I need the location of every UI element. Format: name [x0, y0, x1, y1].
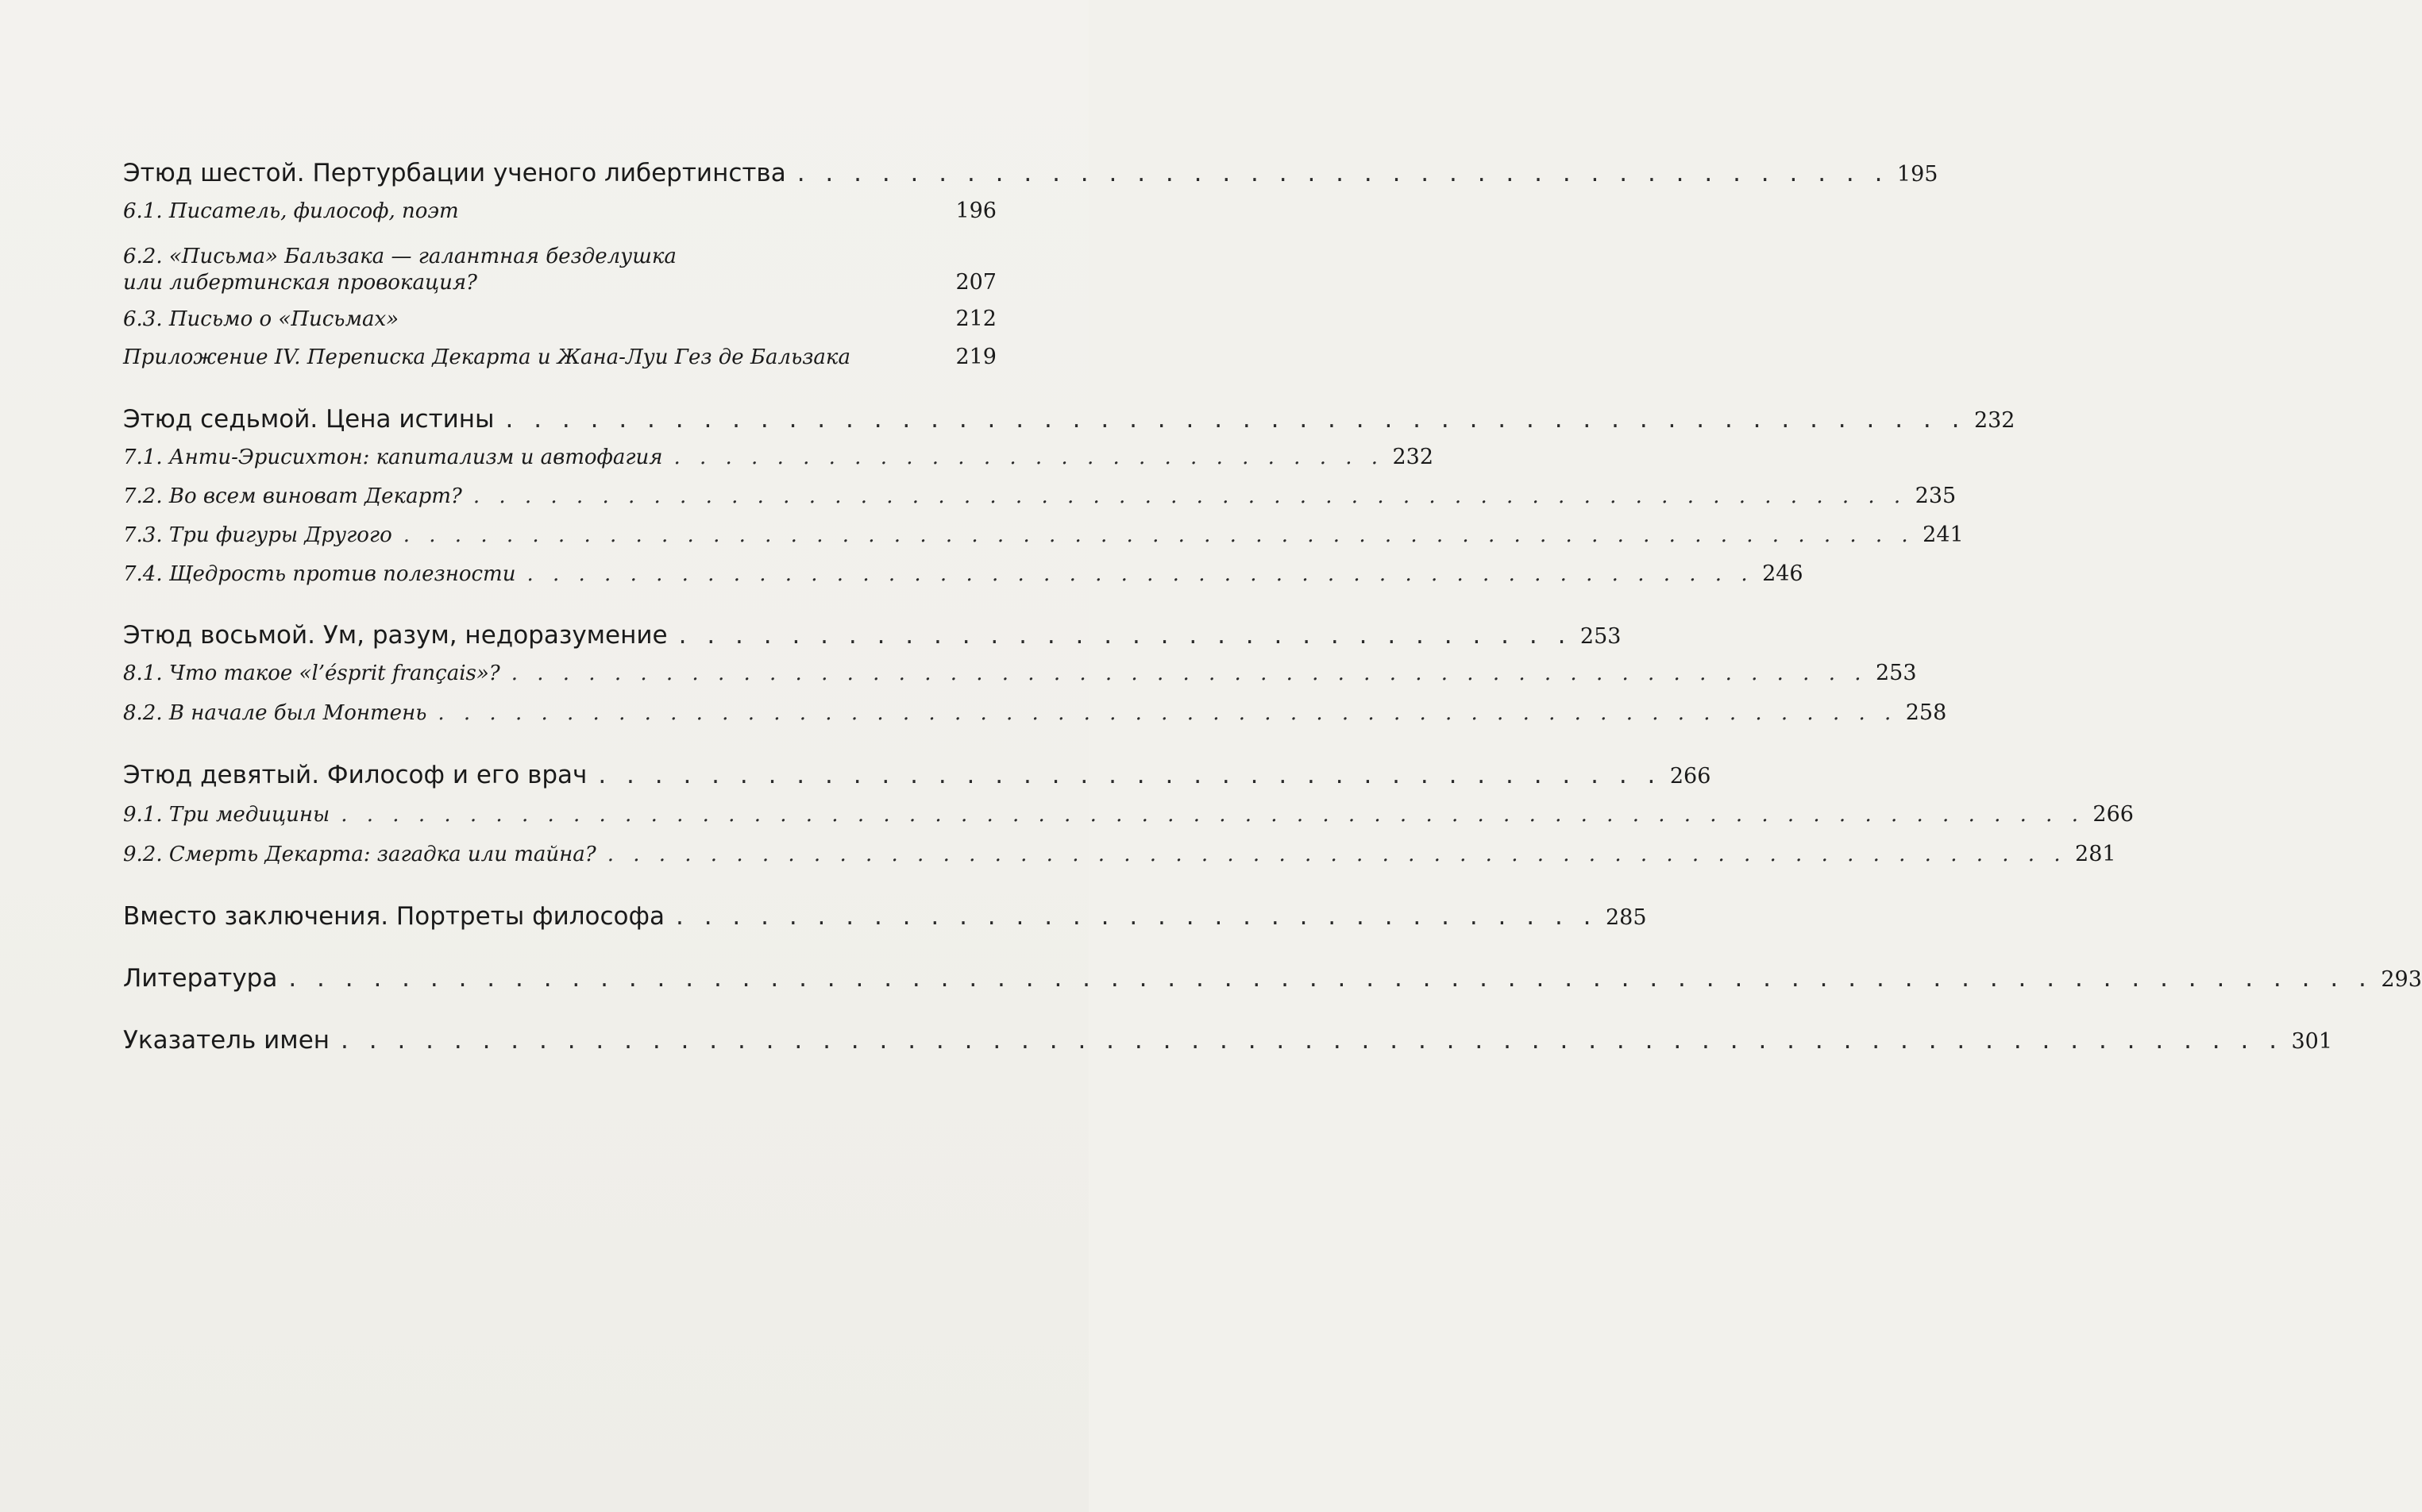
toc-entry-section — [123, 523, 1964, 547]
leader-dots: . . . . . . . . . . . . . . . . . . . . . . . . . . . . . . . . . . . . . . . . . . . . . . . . . . . . . . . . . . . . . . . . . . . . . . . . . . — [288, 964, 2373, 993]
leader-dots: . . . . . . . . . . . . . . . . . . . . . . . . . . . . . . . . . . . . . . . . . . . . . . . . . . . . — [505, 405, 1966, 434]
toc-entry-section — [123, 842, 2116, 866]
leader-dots: . . . . . . . . . . . . . . . . . . . . . . . . . . . . — [673, 446, 1385, 469]
toc-entry-section — [123, 561, 1803, 586]
leader-dots: . . . . . . . . . . . . . . . . . . . . . . . . . . . . . . . . . . . . . . . . . . . . . . . . . . . . . . . . . . . — [403, 523, 1915, 547]
toc-entry-page: 258 — [1905, 700, 1947, 725]
toc-entry-chapter — [123, 964, 2422, 993]
toc-entry-page: 219 — [955, 345, 997, 369]
toc-entry-title: 8.1. Что такое «l’ésprit français»? — [123, 662, 500, 685]
leader-dots: . . . . . . . . . . . . . . . . . . . . . . . . . . . . . . . . — [678, 621, 1572, 650]
toc-entry-title: 7.4. Щедрость против полезности — [123, 562, 516, 586]
toc-entry-title: Этюд девятый. Философ и его врач — [123, 761, 588, 789]
leader-dots: . . . . . . . . . . . . . . . . . . . . . . . . . . . . . . . . . — [676, 902, 1598, 931]
toc-entry-section — [123, 700, 1947, 725]
toc-entry-title: Этюд шестой. Пертурбации ученого либертинства — [123, 159, 786, 187]
toc-entry-chapter — [123, 1026, 2333, 1055]
toc-entry-title: 6.3. Письмо о «Письмах» — [123, 307, 399, 331]
toc-entry-title: Этюд восьмой. Ум, разум, недоразумение — [123, 621, 668, 650]
toc-entry-page: 246 — [1762, 561, 1803, 586]
toc-entry-page: 266 — [2092, 802, 2134, 827]
toc-entry-page: 253 — [1579, 624, 1622, 649]
toc-entry-title: Приложение IV. Переписка Декарта и Жана-Луи Гез де Бальзака — [123, 345, 850, 369]
leader-dots: . . . . . . . . . . . . . . . . . . . . . . . . . . . . . . . . . . . . . . . . . . . . . . . . . . . . . . . . . . . . . . . . . . . . . — [341, 1026, 2284, 1055]
toc-entry-section — [123, 243, 997, 295]
toc-entry-page: 293 — [2381, 967, 2422, 992]
toc-entry-page: 232 — [1392, 445, 1434, 469]
toc-entry-section — [123, 802, 2134, 827]
toc-entry-section — [123, 307, 997, 331]
leader-dots: . . . . . . . . . . . . . . . . . . . . . . . . . . . . . . . . . . . . . . . . . . . . . . . . . . . . . . . . . — [438, 701, 1898, 725]
toc-entry-title: 7.3. Три фигуры Другого — [123, 523, 392, 547]
toc-entry-chapter — [123, 761, 1711, 789]
leader-dots: . . . . . . . . . . . . . . . . . . . . . . . . . . . . . . . . . . . . . . . . . . . . . . . . . . . . . . . . . . . . . . . . . . . . — [341, 803, 2085, 827]
leader-dots: . . . . . . . . . . . . . . . . . . . . . . . . . . . . . . . . . . . . . . — [598, 761, 1662, 789]
toc-entry-title: Этюд седьмой. Цена истины — [123, 405, 495, 434]
toc-entry-title: 7.1. Анти-Эрисихтон: капитализм и автофагия — [123, 446, 663, 469]
toc-entry-section — [123, 661, 1917, 685]
toc-entry-title: 9.2. Смерть Декарта: загадка или тайна? — [123, 843, 596, 866]
toc-entry-title: или либертинская провокация? — [123, 271, 477, 295]
toc-entry-page: 285 — [1605, 905, 1647, 930]
toc-entry-section — [123, 199, 997, 223]
leader-dots: . . . . . . . . . . . . . . . . . . . . . . . . . . . . . . . . . . . . . . . . . . . . . . . . — [526, 562, 1754, 586]
toc-entry-title: Вместо заключения. Портреты философа — [123, 902, 665, 931]
leader-dots: . . . . . . . . . . . . . . . . . . . . . . . . . . . . . . . . . . . . . . . . . . . . . . . . . . . . . . . . — [472, 484, 1907, 508]
toc-entry-section — [123, 345, 997, 369]
leader-dots: . . . . . . . . . . . . . . . . . . . . . . . . . . . . . . . . . . . . . . . — [796, 159, 1889, 187]
toc-entry-title-line1: 6.2. «Письма» Бальзака — галантная безделушка — [123, 245, 677, 268]
toc-entry-page: 241 — [1923, 523, 1964, 547]
toc-entry-chapter — [123, 159, 1938, 187]
toc-entry-page: 281 — [2075, 842, 2116, 866]
toc-entry-title: 9.1. Три медицины — [123, 803, 330, 827]
toc-entry-page: 266 — [1669, 764, 1711, 789]
toc-entry-title: Указатель имен — [123, 1026, 330, 1055]
toc-entry-title: 6.1. Писатель, философ, поэт — [123, 199, 459, 223]
toc-entry-page: 253 — [1875, 661, 1917, 685]
toc-entry-page: 207 — [955, 270, 997, 295]
toc-entry-title: 8.2. В начале был Монтень — [123, 701, 427, 725]
toc-entry-page: 212 — [955, 307, 997, 331]
toc-entry-page: 301 — [2291, 1029, 2333, 1054]
toc-entry-chapter — [123, 902, 1647, 931]
toc-entry-chapter — [123, 621, 1622, 650]
toc-entry-page: 235 — [1915, 484, 1957, 508]
leader-dots: . . . . . . . . . . . . . . . . . . . . . . . . . . . . . . . . . . . . . . . . . . . . . . . . . . . . . . . . . — [607, 843, 2067, 866]
leader-dots: . . . . . . . . . . . . . . . . . . . . . . . . . . . . . . . . . . . . . . . . . . . . . . . . . . . . . — [511, 662, 1868, 685]
toc-entry-page: 232 — [1973, 408, 2015, 433]
toc-entry-section — [123, 484, 1957, 508]
toc-entry-page: 195 — [1896, 162, 1938, 187]
toc-entry-title: Литература — [123, 964, 278, 993]
toc-entry-page: 196 — [955, 199, 997, 223]
toc-entry-chapter — [123, 405, 2015, 434]
toc-entry-title: 7.2. Во всем виноват Декарт? — [123, 484, 462, 508]
toc-entry-section — [123, 445, 1434, 469]
